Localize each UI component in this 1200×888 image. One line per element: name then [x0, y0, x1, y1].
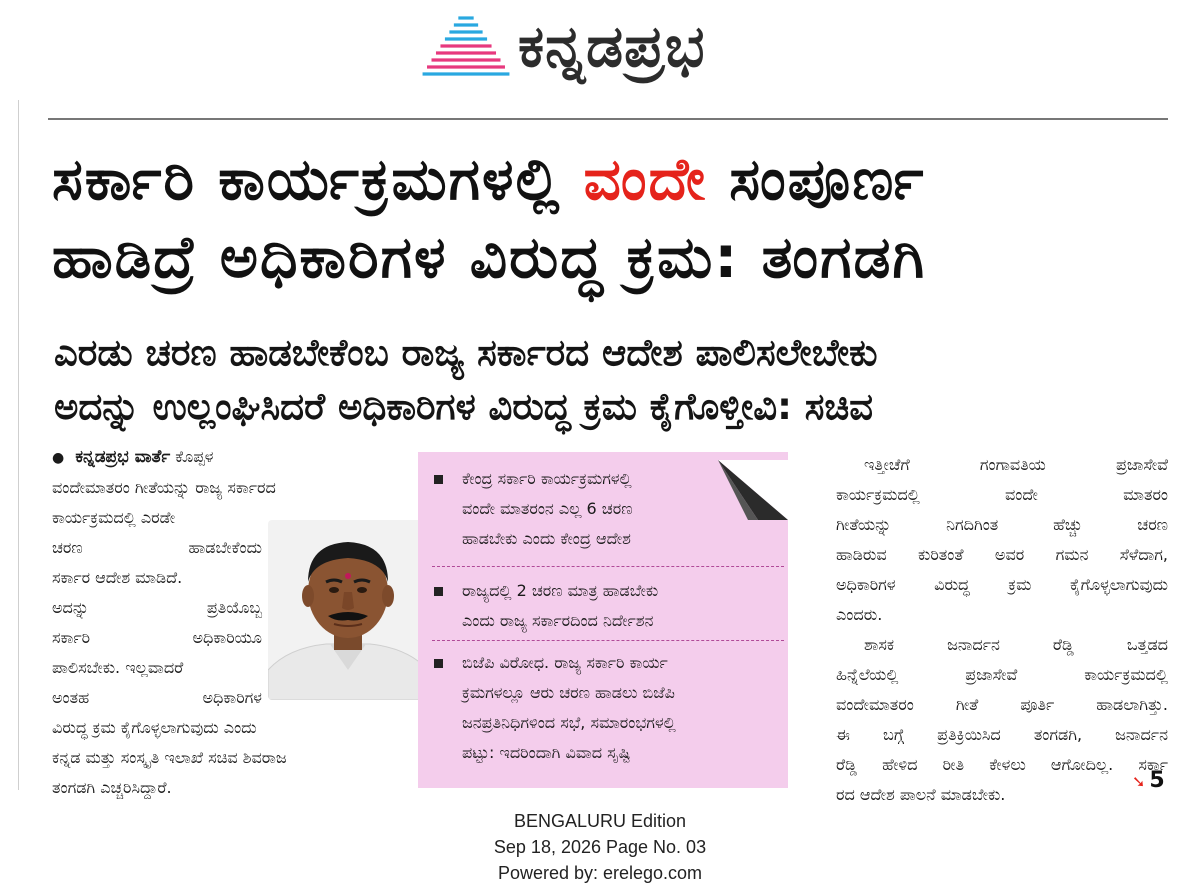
- headline-line-1-end: ಸಂಪೂರ್ಣ: [729, 145, 926, 213]
- page-curl-corner-icon: [718, 460, 788, 520]
- article-line: ಸರ್ಕಾರಿ ಅಧಿಕಾರಿಯೂ: [52, 628, 262, 647]
- article-line: ಇತ್ತೀಚೆಗೆ ಗಂಗಾವತಿಯ ಪ್ರಜಾಸೇವೆ: [864, 455, 1168, 474]
- callout-item: [434, 648, 734, 768]
- callout-separator: [432, 640, 784, 641]
- square-bullet-icon: [434, 659, 443, 668]
- arrow-down-right-icon: ➘: [1132, 772, 1146, 791]
- article-line: ಸರ್ಕಾರ ಆದೇಶ ಮಾಡಿದೆ.: [52, 568, 183, 587]
- left-page-rule: [18, 100, 19, 790]
- callout-item-text: [462, 648, 734, 768]
- article-line: ವಂದೇಮಾತರಂ ಗೀತೆ ಪೂರ್ತಿ ಹಾಡಲಾಗಿತ್ತು.: [836, 695, 1168, 714]
- headline-line-1-start: ಸರ್ಕಾರಿ ಕಾರ್ಯಕ್ರಮಗಳಲ್ಲಿ: [52, 145, 562, 213]
- article-line: ರೆಡ್ಡಿ ಹೇಳಿದ ರೀತಿ ಕೇಳಲು ಆಗೋದಿಲ್ಲ. ಸರ್ಕಾ: [836, 755, 1168, 774]
- article-line: ಕಾರ್ಯಕ್ರಮದಲ್ಲಿ ವಂದೇ ಮಾತರಂ: [836, 485, 1168, 504]
- headline-line-1: [52, 140, 1172, 218]
- minister-portrait-photo: [268, 520, 428, 700]
- article-line: ಹಿನ್ನೆಲೆಯಲ್ಲಿ ಪ್ರಜಾಸೇವೆ ಕಾರ್ಯಕ್ರಮದಲ್ಲಿ: [836, 665, 1168, 684]
- bullet-dot-icon: ●: [52, 450, 65, 466]
- headline-line-2: ಹಾಡಿದ್ರೆ ಅಧಿಕಾರಿಗಳ ವಿರುದ್ಧ ಕ್ರಮ: ತಂಗಡಗಿ: [52, 223, 927, 291]
- article-line: ಪಾಲಿಸಬೇಕು. ಇಲ್ಲವಾದರೆ: [52, 658, 184, 677]
- subheadline: [54, 326, 1174, 434]
- byline-place: ಕೊಪ್ಪಳ: [175, 447, 214, 466]
- callout-line: ಹಾಡಬೇಕು ಎಂದು ಕೇಂದ್ರ ಆದೇಶ: [462, 529, 631, 548]
- article-line: ಚರಣ ಹಾಡಬೇಕೆಂದು: [52, 538, 262, 557]
- article-line: ವಂದೇಮಾತರಂ ಗೀತೆಯನ್ನು ರಾಜ್ಯ ಸರ್ಕಾರದ: [52, 478, 276, 497]
- article-line: ಗೀತೆಯನ್ನು ನಿಗದಿಗಿಂತ ಹೆಚ್ಚು ಚರಣ: [836, 515, 1168, 534]
- headline-highlight-word: ವಂದೇ: [583, 145, 708, 213]
- article-line: ಅಂತಹ ಅಧಿಕಾರಿಗಳ: [52, 688, 262, 707]
- callout-line: ಎಂದು ರಾಜ್ಯ ಸರ್ಕಾರದಿಂದ ನಿರ್ದೇಶನ: [462, 611, 654, 630]
- article-line: ರದ ಆದೇಶ ಪಾಲನೆ ಮಾಡಬೇಕು.: [836, 785, 1006, 804]
- article-line: ತಂಗಡಗಿ ಎಚ್ಚರಿಸಿದ್ದಾರೆ.: [52, 778, 172, 797]
- article-line: ಎಂದರು.: [836, 605, 883, 624]
- callout-item: [434, 464, 734, 554]
- callout-line: ಕ್ರಮಗಳಲ್ಲೂ ಆರು ಚರಣ ಹಾಡಲು ಬಿಜೆಪಿ: [462, 683, 675, 702]
- callout-line: ವಂದೇ ಮಾತರಂನ ಎಲ್ಲ 6 ಚರಣ: [462, 499, 633, 518]
- article-line: ಶಾಸಕ ಜನಾರ್ದನ ರೆಡ್ಡಿ ಒತ್ತಡದ: [864, 635, 1168, 654]
- portrait-illustration: [268, 520, 428, 700]
- callout-separator: [432, 566, 784, 567]
- headline: [52, 140, 1172, 296]
- article-line: ಕಾರ್ಯಕ್ರಮದಲ್ಲಿ ಎರಡೇ: [52, 508, 176, 527]
- powered-by-link[interactable]: Powered by: erelego.com: [497, 863, 703, 883]
- edition-date-page: Sep 18, 2026 Page No. 03: [493, 837, 707, 857]
- subhead-line-2: ಅದನ್ನು ಉಲ್ಲಂಘಿಸಿದರೆ ಅಧಿಕಾರಿಗಳ ವಿರುದ್ಧ ಕ್ರಮ ಕೈಗೊಳ್ತೀವಿ: ಸಚಿವ: [54, 385, 874, 428]
- callout-line: ಕೇಂದ್ರ ಸರ್ಕಾರಿ ಕಾರ್ಯಕ್ರಮಗಳಲ್ಲಿ: [462, 469, 632, 488]
- kannadaprabha-logo-icon: [418, 4, 514, 80]
- callout-item-text: [462, 576, 734, 636]
- byline: [52, 442, 422, 473]
- subhead-line-1: ಎರಡು ಚರಣ ಹಾಡಬೇಕೆಂಬ ರಾಜ್ಯ ಸರ್ಕಾರದ ಆದೇಶ ಪಾಲಿಸಲೇಬೇಕು: [54, 331, 878, 374]
- article-line: ಹಾಡಿರುವ ಕುರಿತಂತೆ ಅವರ ಗಮನ ಸೆಳೆದಾಗ,: [836, 545, 1168, 564]
- callout-line: ಬಿಜೆಪಿ ವಿರೋಧ. ರಾಜ್ಯ ಸರ್ಕಾರಿ ಕಾರ್ಯ: [462, 653, 668, 672]
- article-line: ಕನ್ನಡ ಮತ್ತು ಸಂಸ್ಕೃತಿ ಇಲಾಖೆ ಸಚಿವ ಶಿವರಾಜ: [52, 748, 287, 767]
- article-right-column: [836, 450, 1168, 810]
- square-bullet-icon: [434, 475, 443, 484]
- callout-line: ಪಟ್ಟು: ಇದರಿಂದಾಗಿ ವಿವಾದ ಸೃಷ್ಟಿ: [462, 743, 631, 762]
- article-line: ಈ ಬಗ್ಗೆ ಪ್ರತಿಕ್ರಿಯಿಸಿದ ತಂಗಡಗಿ, ಜನಾರ್ದನ: [836, 725, 1168, 744]
- callout-item: [434, 576, 734, 636]
- continued-on-page-link[interactable]: [1132, 768, 1165, 793]
- masthead: [0, 0, 1200, 110]
- edition-name: BENGALURU Edition: [513, 811, 687, 831]
- article-line: ವಿರುದ್ಧ ಕ್ರಮ ಕೈಗೊಳ್ಳಲಾಗುವುದು ಎಂದು: [52, 718, 257, 737]
- callout-item-text: [462, 464, 734, 554]
- masthead-title: ಕನ್ನಡಪ್ರಭ: [518, 12, 706, 80]
- callout-line: ರಾಜ್ಯದಲ್ಲಿ 2 ಚರಣ ಮಾತ್ರ ಹಾಡಬೇಕು: [462, 581, 659, 600]
- masthead-divider: [48, 118, 1168, 120]
- edition-footer: [0, 808, 1200, 886]
- article-line: ಅದನ್ನು ಪ್ರತಿಯೊಬ್ಬ: [52, 598, 262, 617]
- callout-line: ಜನಪ್ರತಿನಿಧಿಗಳಿಂದ ಸಭೆ, ಸಮಾರಂಭಗಳಲ್ಲಿ: [462, 713, 676, 732]
- square-bullet-icon: [434, 587, 443, 596]
- continued-page-number: 5: [1149, 768, 1165, 793]
- article-line: ಅಧಿಕಾರಿಗಳ ವಿರುದ್ಧ ಕ್ರಮ ಕೈಗೊಳ್ಳಲಾಗುವುದು: [836, 575, 1168, 594]
- byline-source: ಕನ್ನಡಪ್ರಭ ವಾರ್ತೆ: [75, 447, 171, 467]
